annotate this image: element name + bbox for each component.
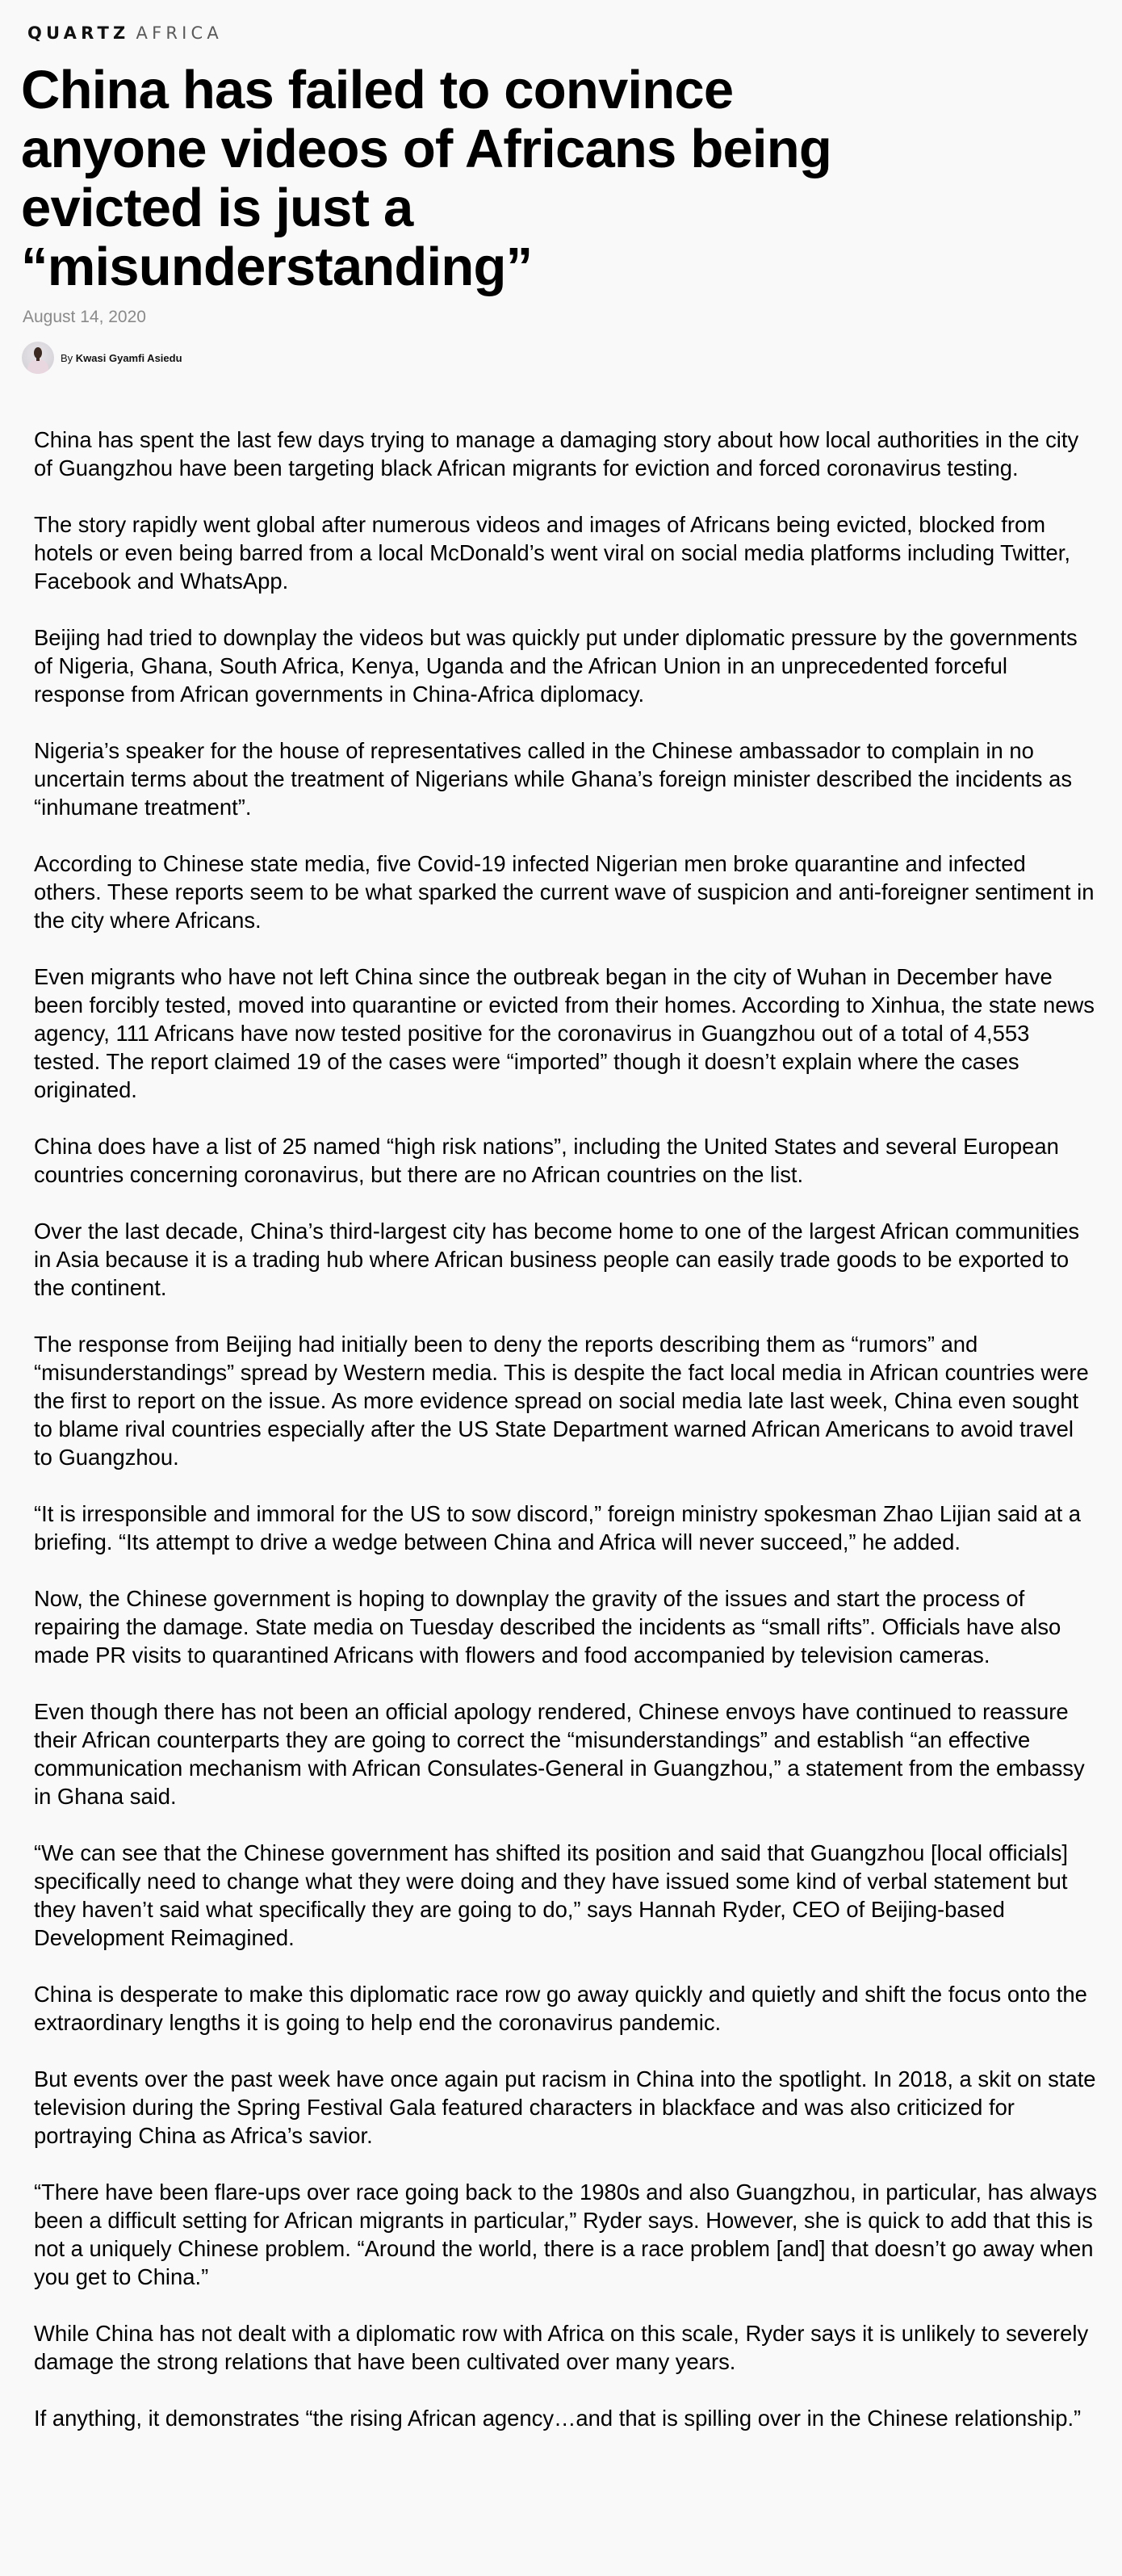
article-paragraph: Now, the Chinese government is hoping to downplay the gravity of the issues and start the process of repairing the damage. State media on Tuesday described the incidents as “small rifts”. Officials have also made PR visits to quarantined Africans with flowers and food accompanied by television cameras. [34, 1586, 1061, 1668]
byline-prefix: By [61, 351, 73, 364]
article-title [21, 61, 831, 296]
article-paragraph: China has spent the last few days trying to manage a damaging story about how local authorities in the city of Guangzhou have been targeting black African migrants for eviction and forced coronavirus testing. [34, 427, 1079, 480]
article-paragraph: If anything, it demonstrates “the rising African agency…and that is spilling over in the Chinese relationship.” [34, 2406, 1082, 2431]
publish-date: August 14, 2020 [23, 308, 146, 326]
article-paragraph: The response from Beijing had initially been to deny the reports describing them as “rumors” and “misunderstandings” spread by Western media. This is despite the fact local media in African countries were the first to report on the issue. As more evidence spread on social media late last week, China even sought to blame rival countries especially after the US State Department warned African Americans to avoid travel to Guangzhou. [34, 1332, 1089, 1470]
article-paragraph: Beijing had tried to downplay the videos but was quickly put under diplomatic pressure by the governments of Nigeria, Ghana, South Africa, Kenya, Uganda and the African Union in an unprecedented forceful response from African governments in China-Africa diplomacy. [34, 625, 1078, 707]
title-line: evicted is just a [21, 178, 413, 238]
article-paragraph: Even migrants who have not left China since the outbreak began in the city of Wuhan in December have been forcibly tested, moved into quarantine or evicted from their homes. According to Xinhua, the state news agency, 111 Africans have now tested positive for the coronavirus in Guangzhou out of a total of 4,553 tested. The report claimed 19 of the cases were “imported” though it doesn’t explain where the cases originated. [34, 964, 1095, 1102]
logo-edition: AFRICA [136, 23, 223, 43]
article-paragraph: According to Chinese state media, five Covid-19 infected Nigerian men broke quarantine and infected others. These reports seem to be what sparked the current wave of suspicion and anti-foreigner sentiment in the city where Africans. [34, 851, 1095, 933]
article-paragraph: Nigeria’s speaker for the house of representatives called in the Chinese ambassador to complain in no uncertain terms about the treatment of Nigerians while Ghana’s foreign minister described the incidents as “inhumane treatment”. [34, 738, 1073, 820]
article-paragraph: Even though there has not been an official apology rendered, Chinese envoys have continued to reassure their African counterparts they are going to correct the “misunderstandings” and establish “an effective communication mechanism with African Consulates-General in Guangzhou,” a statement from the embassy in Ghana said. [34, 1699, 1085, 1809]
article-paragraph: China is desperate to make this diplomatic race row go away quickly and quietly and shift the focus onto the extraordinary lengths it is going to help end the coronavirus pandemic. [34, 1982, 1087, 2035]
article-paragraph: But events over the past week have once again put racism in China into the spotlight. In 2018, a skit on state television during the Spring Festival Gala featured characters in blackface and was also criticized for portraying China as Africa’s savior. [34, 2066, 1096, 2148]
byline-text [61, 352, 182, 364]
title-line: “misunderstanding” [21, 237, 533, 297]
title-line: China has failed to convince [21, 60, 734, 120]
site-logo[interactable] [27, 23, 223, 44]
byline [22, 342, 182, 374]
article-paragraph: “There have been flare-ups over race going back to the 1980s and also Guangzhou, in particular, has always been a difficult setting for African migrants in particular,” Ryder says. However, she is quick to add that this is not a uniquely Chinese problem. “Around the world, there is a race problem [and] that doesn’t go away when you get to China.” [34, 2180, 1098, 2289]
article-paragraph: China does have a list of 25 named “high risk nations”, including the United States and several European countries concerning coronavirus, but there are no African countries on the list. [34, 1134, 1059, 1187]
author-avatar-icon[interactable] [22, 342, 54, 374]
avatar-head [34, 347, 42, 359]
logo-brand: QUARTZ [27, 23, 130, 43]
title-line: anyone videos of Africans being [21, 119, 831, 179]
article-paragraph: While China has not dealt with a diplomatic row with Africa on this scale, Ryder says it is unlikely to severely damage the strong relations that have been cultivated over many years. [34, 2321, 1089, 2374]
article-paragraph: Over the last decade, China’s third-largest city has become home to one of the largest African communities in Asia because it is a trading hub where African business people can easily trade goods to be exported to the continent. [34, 1219, 1080, 1300]
article-paragraph: “We can see that the Chinese government has shifted its position and said that Guangzhou [local officials] specifically need to change what they were doing and they have issued some kind of verbal statement but they haven’t said what specifically they are going to do,” says Hannah Ryder, CEO of Beijing-based Development Reimagined. [34, 1840, 1069, 1950]
article-body [34, 426, 1098, 2461]
author-name-link[interactable]: Kwasi Gyamfi Asiedu [75, 351, 182, 364]
article-paragraph: “It is irresponsible and immoral for the US to sow discord,” foreign ministry spokesman Zhao Lijian said at a briefing. “Its attempt to drive a wedge between China and Africa will never succeed,” he added. [34, 1501, 1082, 1554]
article-paragraph: The story rapidly went global after numerous videos and images of Africans being evicted, blocked from hotels or even being barred from a local McDonald’s went viral on social media platforms including Twitter, Facebook and WhatsApp. [34, 512, 1070, 594]
avatar-shoulders [27, 359, 48, 374]
